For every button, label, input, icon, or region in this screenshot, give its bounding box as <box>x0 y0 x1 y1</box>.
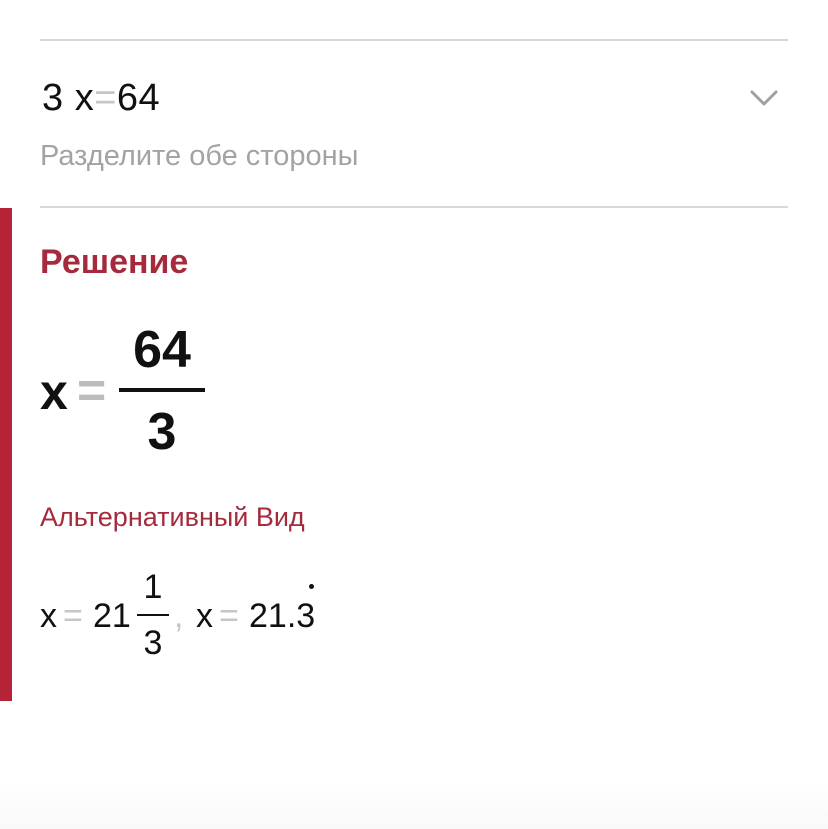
mixed-fraction <box>137 566 169 666</box>
step-equals-sign: = <box>94 77 117 119</box>
main-result <box>40 322 340 462</box>
result-variable: x <box>40 364 68 420</box>
decimal-equals-sign: = <box>219 597 239 635</box>
bottom-fade <box>0 780 828 829</box>
step-hint: Разделите обе стороны <box>40 140 359 172</box>
solution-step-row[interactable] <box>40 42 788 207</box>
decimal-variable: x <box>196 597 213 635</box>
step-rhs: 64 <box>116 77 161 119</box>
mixed-fraction-bar <box>137 614 169 616</box>
forms-separator: , <box>174 597 184 635</box>
solution-accent-bar <box>0 208 12 701</box>
solution-title: Решение <box>40 243 189 281</box>
mixed-denominator: 3 <box>143 624 163 662</box>
step-equation <box>42 76 160 120</box>
result-numerator: 64 <box>133 321 191 379</box>
mixed-numerator: 1 <box>143 568 163 606</box>
mixed-whole-part: 21 <box>93 597 131 635</box>
result-fraction <box>119 322 205 462</box>
result-equals-sign: = <box>77 362 107 418</box>
mixed-equals-sign: = <box>63 597 83 635</box>
result-denominator: 3 <box>147 403 177 461</box>
middle-divider <box>40 206 788 208</box>
alternative-forms <box>40 566 440 666</box>
mixed-variable: x <box>40 597 57 635</box>
chevron-down-icon[interactable] <box>750 84 778 112</box>
step-variable: x <box>74 77 95 119</box>
alternative-form-title: Альтернативный Вид <box>40 502 305 532</box>
step-coefficient: 3 <box>42 77 64 119</box>
top-divider <box>40 39 788 41</box>
repeating-dot-icon <box>309 584 314 589</box>
decimal-value: 21.3 <box>249 597 316 635</box>
result-fraction-bar <box>119 388 205 392</box>
